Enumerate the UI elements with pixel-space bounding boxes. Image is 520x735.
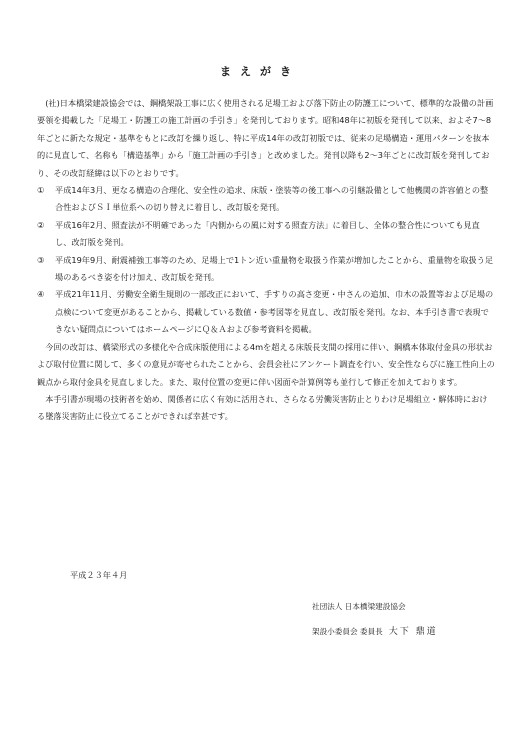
- list-item-text: 平成14年3月、更なる構造の合理化、安全性の追求、床版・塗装等の後工事への引継設備として他機関の許容値との整合性およびＳＩ単位系への切り替えに着目し、改訂版を発刊。: [55, 185, 489, 213]
- signature-name: 大下 鼎道: [388, 627, 438, 637]
- list-marker: ④: [37, 289, 45, 300]
- current-revision-paragraph: 今回の改訂は、橋梁形式の多様化や合成床版使用による4mを超える床版長支間の採用に伴い、鋼橋本体取付金具の形状および取付位置に関して、多くの意見が寄せられたことから、会員会社にアンケート調査を行い、安全性ならびに施工性向上の観点から取付金具を見直しました。また、取付位置の変更に伴い図面や計算例等も並行して修正を加えております。: [37, 341, 495, 387]
- list-item-text: 平成16年2月、照査法が不明確であった「内側からの風に対する照査方法」に着目し、全体の整合性についても見直し、改訂版を発刊。: [55, 219, 480, 248]
- list-item: [37, 217, 495, 252]
- revision-list: [37, 182, 495, 339]
- list-item: [37, 252, 495, 287]
- list-item-text: 平成21年11月、労働安全衛生規則の一部改正において、手すりの高さ変更・中さんの追加、巾木の設置等および足場の点検について変更があることから、掲載している数値・参考図等を見直し、改訂版を発刊。なお、本手引き書で表現できない疑問点についてはホームページにＱ＆Ａおよび参考資料を掲載。: [55, 289, 494, 335]
- signature-role: 架設小委員会 委員長: [312, 627, 383, 636]
- page-title: まえがき: [220, 65, 300, 78]
- list-item-text: 平成19年9月、耐震補強工事等のため、足場上で1トン近い重量物を取扱う作業が増加したことから、重量物を取扱う足場のあるべき姿を付け加え、改訂版を発刊。: [55, 254, 494, 283]
- signature-person: [312, 624, 438, 637]
- list-marker: ②: [37, 219, 45, 230]
- list-marker: ①: [37, 185, 45, 196]
- signature-organization: 社団法人 日本橋梁建設協会: [312, 602, 406, 611]
- document-date: 平成２３年４月: [70, 570, 128, 580]
- intro-paragraph: (社)日本橋梁建設協会では、鋼橋架設工事に広く使用される足場工および落下防止の防護工について、標準的な設備の計画要領を掲載した「足場工・防護工の施工計画の手引き」を発刊しております。昭和48年に初版を発刊して以来、およそ7～8年ごとに新たな規定・基準をもとに改訂を繰り返し、特に平成14年の改訂初版では、従来の足場構造・運用パターンを抜本的に見直して、名称も「構造基準」から「施工計画の手引き」と改めました。発刊以降も2～3年ごとに改訂版を発刊しており、その改訂経緯は以下のとおりです。: [37, 98, 494, 178]
- list-marker: ③: [37, 254, 45, 265]
- document-body: [37, 95, 495, 426]
- list-item: [37, 182, 495, 217]
- list-item: [37, 286, 495, 338]
- closing-paragraph: 本手引書が現場の技術者を始め、関係者に広く有効に活用され、さらなる労働災害防止とりわけ足場組立・解体時における墜落災害防止に役立てることができれば幸甚です。: [37, 393, 488, 422]
